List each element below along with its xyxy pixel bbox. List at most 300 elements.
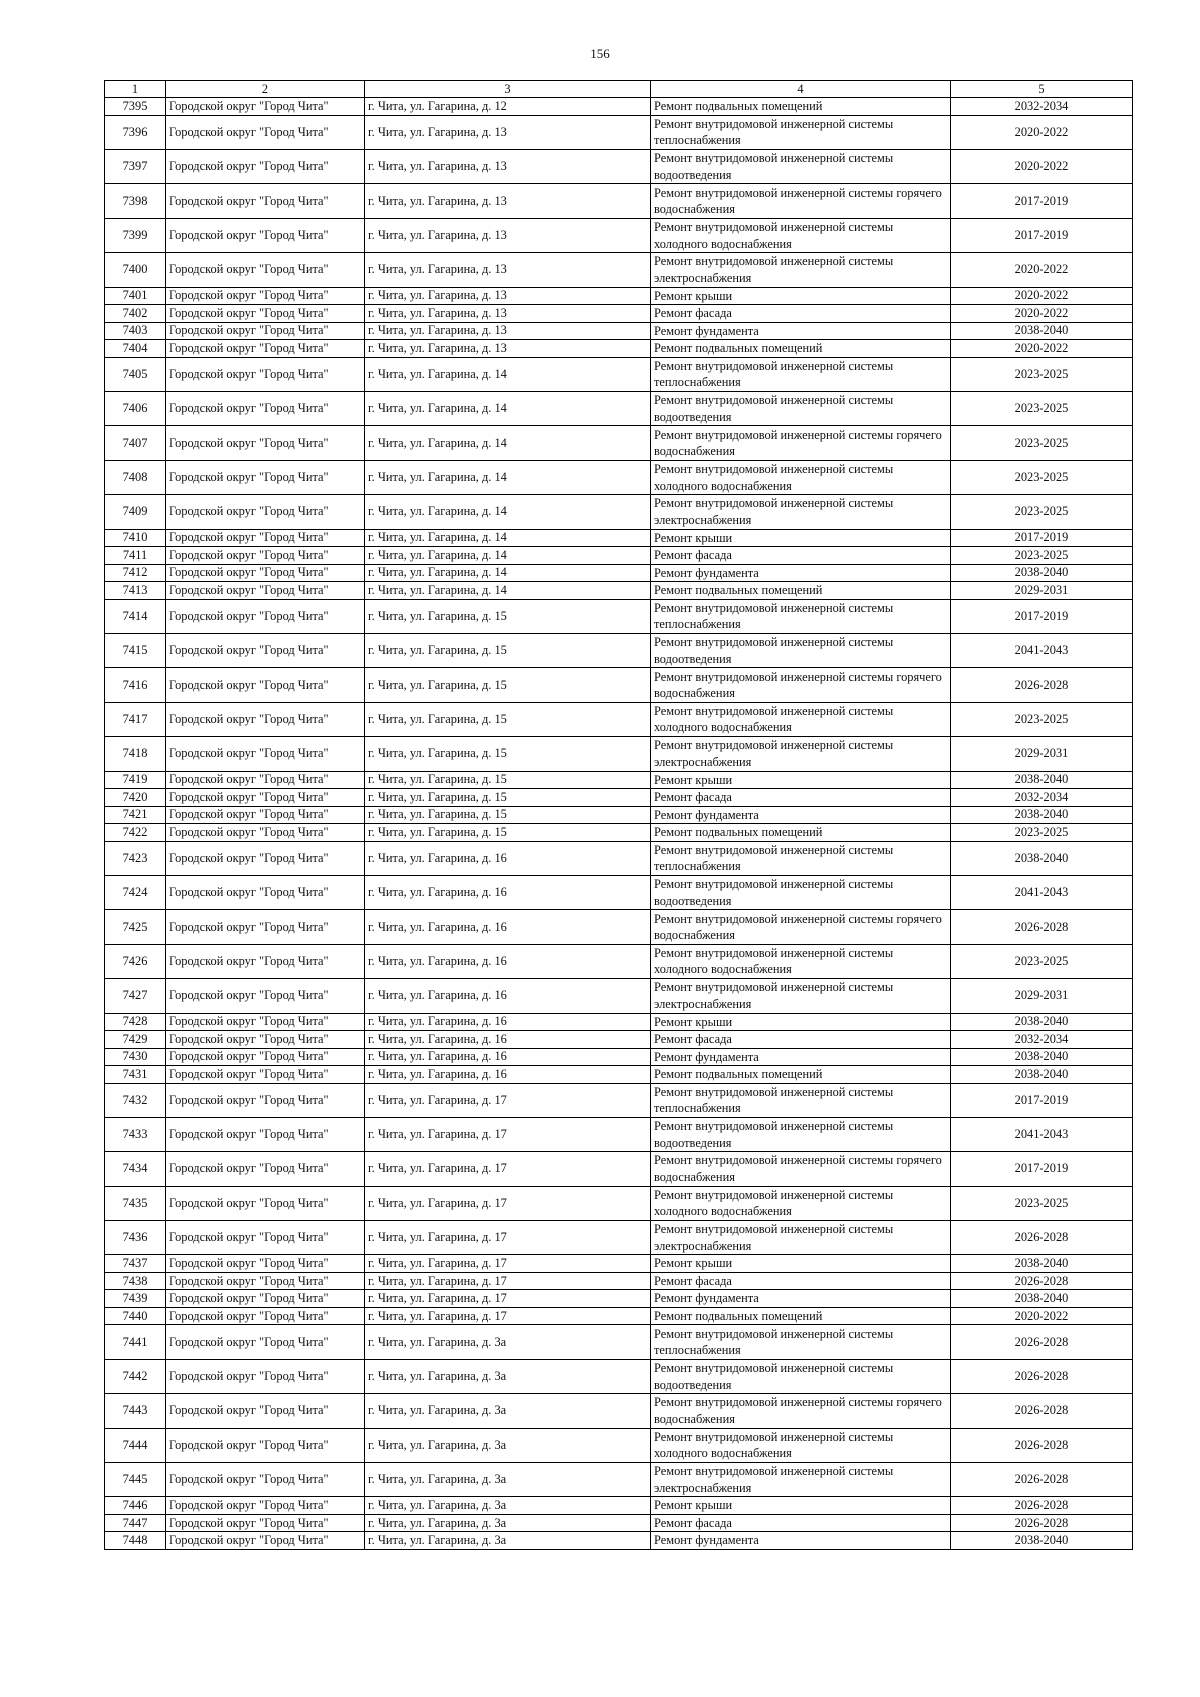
work-type-cell: Ремонт внутридомовой инженерной системы электроснабжения [651,979,951,1013]
work-type-cell: Ремонт подвальных помещений [651,98,951,116]
address-cell: г. Чита, ул. Гагарина, д. 15 [365,668,651,702]
address-cell: г. Чита, ул. Гагарина, д. 15 [365,771,651,789]
row-number-cell: 7431 [105,1066,166,1084]
address-cell: г. Чита, ул. Гагарина, д. 15 [365,737,651,771]
work-type-cell: Ремонт фасада [651,305,951,323]
work-type-cell: Ремонт подвальных помещений [651,582,951,600]
work-type-cell: Ремонт фасада [651,789,951,807]
period-cell: 2026-2028 [951,1514,1133,1532]
row-number-cell: 7424 [105,875,166,909]
period-cell: 2023-2025 [951,702,1133,736]
row-number-cell: 7419 [105,771,166,789]
row-number-cell: 7439 [105,1290,166,1308]
period-cell: 2023-2025 [951,944,1133,978]
municipality-cell: Городской округ "Город Чита" [166,875,365,909]
address-cell: г. Чита, ул. Гагарина, д. 16 [365,944,651,978]
period-cell: 2023-2025 [951,495,1133,529]
municipality-cell: Городской округ "Город Чита" [166,392,365,426]
address-cell: г. Чита, ул. Гагарина, д. 14 [365,529,651,547]
address-cell: г. Чита, ул. Гагарина, д. 17 [365,1272,651,1290]
municipality-cell: Городской округ "Город Чита" [166,1307,365,1325]
period-cell: 2038-2040 [951,806,1133,824]
period-cell: 2026-2028 [951,1497,1133,1515]
row-number-cell: 7405 [105,357,166,391]
column-header: 4 [651,81,951,98]
work-type-cell: Ремонт крыши [651,529,951,547]
municipality-cell: Городской округ "Город Чита" [166,1463,365,1497]
table-row [105,1307,1133,1325]
work-type-cell: Ремонт подвальных помещений [651,340,951,358]
table-row [105,875,1133,909]
row-number-cell: 7407 [105,426,166,460]
table-row [105,824,1133,842]
table-row [105,495,1133,529]
address-cell: г. Чита, ул. Гагарина, д. 17 [365,1307,651,1325]
municipality-cell: Городской округ "Город Чита" [166,1532,365,1550]
work-type-cell: Ремонт крыши [651,771,951,789]
municipality-cell: Городской округ "Город Чита" [166,1013,365,1031]
address-cell: г. Чита, ул. Гагарина, д. 16 [365,1066,651,1084]
table-row [105,1255,1133,1273]
row-number-cell: 7403 [105,322,166,340]
work-type-cell: Ремонт внутридомовой инженерной системы водоотведения [651,633,951,667]
address-cell: г. Чита, ул. Гагарина, д. 17 [365,1083,651,1117]
municipality-cell: Городской округ "Город Чита" [166,460,365,494]
table-row [105,841,1133,875]
address-cell: г. Чита, ул. Гагарина, д. 15 [365,702,651,736]
work-type-cell: Ремонт внутридомовой инженерной системы теплоснабжения [651,1325,951,1359]
address-cell: г. Чита, ул. Гагарина, д. 15 [365,633,651,667]
row-number-cell: 7409 [105,495,166,529]
municipality-cell: Городской округ "Город Чита" [166,1290,365,1308]
municipality-cell: Городской округ "Город Чита" [166,789,365,807]
period-cell: 2029-2031 [951,979,1133,1013]
address-cell: г. Чита, ул. Гагарина, д. 13 [365,150,651,184]
work-type-cell: Ремонт внутридомовой инженерной системы электроснабжения [651,1463,951,1497]
table-row [105,1117,1133,1151]
address-cell: г. Чита, ул. Гагарина, д. 14 [365,426,651,460]
table-row [105,1221,1133,1255]
row-number-cell: 7422 [105,824,166,842]
period-cell: 2020-2022 [951,340,1133,358]
work-type-cell: Ремонт внутридомовой инженерной системы теплоснабжения [651,115,951,149]
row-number-cell: 7441 [105,1325,166,1359]
work-type-cell: Ремонт крыши [651,1255,951,1273]
row-number-cell: 7412 [105,564,166,582]
municipality-cell: Городской округ "Город Чита" [166,1048,365,1066]
work-type-cell: Ремонт внутридомовой инженерной системы горячего водоснабжения [651,668,951,702]
municipality-cell: Городской округ "Город Чита" [166,1359,365,1393]
row-number-cell: 7423 [105,841,166,875]
period-cell: 2026-2028 [951,1272,1133,1290]
table-row [105,253,1133,287]
municipality-cell: Городской округ "Город Чита" [166,98,365,116]
table-row [105,1394,1133,1428]
table-row [105,305,1133,323]
row-number-cell: 7426 [105,944,166,978]
address-cell: г. Чита, ул. Гагарина, д. 14 [365,495,651,529]
row-number-cell: 7440 [105,1307,166,1325]
table-row [105,460,1133,494]
work-type-cell: Ремонт фасада [651,547,951,565]
header-row [105,81,1133,98]
municipality-cell: Городской округ "Город Чита" [166,547,365,565]
address-cell: г. Чита, ул. Гагарина, д. 14 [365,357,651,391]
row-number-cell: 7398 [105,184,166,218]
row-number-cell: 7401 [105,287,166,305]
table-row [105,944,1133,978]
table-row [105,357,1133,391]
work-type-cell: Ремонт крыши [651,287,951,305]
work-type-cell: Ремонт фундамента [651,1532,951,1550]
address-cell: г. Чита, ул. Гагарина, д. 13 [365,322,651,340]
address-cell: г. Чита, ул. Гагарина, д. 16 [365,979,651,1013]
address-cell: г. Чита, ул. Гагарина, д. 3а [365,1359,651,1393]
address-cell: г. Чита, ул. Гагарина, д. 3а [365,1463,651,1497]
row-number-cell: 7408 [105,460,166,494]
work-type-cell: Ремонт внутридомовой инженерной системы водоотведения [651,150,951,184]
period-cell: 2026-2028 [951,910,1133,944]
table-row [105,702,1133,736]
period-cell: 2038-2040 [951,1013,1133,1031]
address-cell: г. Чита, ул. Гагарина, д. 13 [365,340,651,358]
work-type-cell: Ремонт внутридомовой инженерной системы теплоснабжения [651,1083,951,1117]
address-cell: г. Чита, ул. Гагарина, д. 16 [365,1031,651,1049]
row-number-cell: 7430 [105,1048,166,1066]
work-type-cell: Ремонт фасада [651,1272,951,1290]
table-row [105,1463,1133,1497]
period-cell: 2020-2022 [951,115,1133,149]
row-number-cell: 7406 [105,392,166,426]
municipality-cell: Городской округ "Город Чита" [166,1428,365,1462]
municipality-cell: Городской округ "Город Чита" [166,1221,365,1255]
work-type-cell: Ремонт внутридомовой инженерной системы холодного водоснабжения [651,944,951,978]
row-number-cell: 7400 [105,253,166,287]
address-cell: г. Чита, ул. Гагарина, д. 15 [365,824,651,842]
work-type-cell: Ремонт внутридомовой инженерной системы электроснабжения [651,1221,951,1255]
address-cell: г. Чита, ул. Гагарина, д. 14 [365,392,651,426]
municipality-cell: Городской округ "Город Чита" [166,1083,365,1117]
page-number: 156 [590,46,610,61]
period-cell: 2020-2022 [951,150,1133,184]
row-number-cell: 7420 [105,789,166,807]
municipality-cell: Городской округ "Город Чита" [166,633,365,667]
address-cell: г. Чита, ул. Гагарина, д. 3а [365,1325,651,1359]
work-type-cell: Ремонт фундамента [651,1048,951,1066]
period-cell: 2038-2040 [951,1066,1133,1084]
table-row [105,668,1133,702]
address-cell: г. Чита, ул. Гагарина, д. 17 [365,1255,651,1273]
period-cell: 2026-2028 [951,1325,1133,1359]
municipality-cell: Городской округ "Город Чита" [166,564,365,582]
municipality-cell: Городской округ "Город Чита" [166,287,365,305]
address-cell: г. Чита, ул. Гагарина, д. 13 [365,115,651,149]
address-cell: г. Чита, ул. Гагарина, д. 17 [365,1186,651,1220]
period-cell: 2032-2034 [951,789,1133,807]
address-cell: г. Чита, ул. Гагарина, д. 3а [365,1497,651,1515]
municipality-cell: Городской округ "Город Чита" [166,150,365,184]
period-cell: 2038-2040 [951,771,1133,789]
row-number-cell: 7428 [105,1013,166,1031]
table-row [105,1428,1133,1462]
row-number-cell: 7397 [105,150,166,184]
period-cell: 2026-2028 [951,1463,1133,1497]
address-cell: г. Чита, ул. Гагарина, д. 14 [365,460,651,494]
work-type-cell: Ремонт внутридомовой инженерной системы холодного водоснабжения [651,702,951,736]
row-number-cell: 7414 [105,599,166,633]
work-type-cell: Ремонт внутридомовой инженерной системы электроснабжения [651,495,951,529]
work-type-cell: Ремонт внутридомовой инженерной системы горячего водоснабжения [651,184,951,218]
table-row [105,564,1133,582]
municipality-cell: Городской округ "Город Чита" [166,1152,365,1186]
table-row [105,529,1133,547]
municipality-cell: Городской округ "Город Чита" [166,1031,365,1049]
address-cell: г. Чита, ул. Гагарина, д. 14 [365,582,651,600]
row-number-cell: 7432 [105,1083,166,1117]
row-number-cell: 7442 [105,1359,166,1393]
period-cell: 2041-2043 [951,633,1133,667]
address-cell: г. Чита, ул. Гагарина, д. 17 [365,1290,651,1308]
period-cell: 2038-2040 [951,1290,1133,1308]
table-row [105,1272,1133,1290]
work-type-cell: Ремонт внутридомовой инженерной системы теплоснабжения [651,599,951,633]
period-cell: 2038-2040 [951,841,1133,875]
table-row [105,150,1133,184]
row-number-cell: 7415 [105,633,166,667]
address-cell: г. Чита, ул. Гагарина, д. 13 [365,253,651,287]
municipality-cell: Городской округ "Город Чита" [166,944,365,978]
municipality-cell: Городской округ "Город Чита" [166,806,365,824]
period-cell: 2017-2019 [951,218,1133,252]
work-type-cell: Ремонт фундамента [651,564,951,582]
table-row [105,1359,1133,1393]
municipality-cell: Городской округ "Город Чита" [166,426,365,460]
address-cell: г. Чита, ул. Гагарина, д. 13 [365,305,651,323]
municipality-cell: Городской округ "Город Чита" [166,115,365,149]
row-number-cell: 7413 [105,582,166,600]
period-cell: 2023-2025 [951,1186,1133,1220]
row-number-cell: 7425 [105,910,166,944]
table-row [105,1013,1133,1031]
table-row [105,426,1133,460]
row-number-cell: 7418 [105,737,166,771]
table-body [105,98,1133,1550]
municipality-cell: Городской округ "Город Чита" [166,737,365,771]
work-type-cell: Ремонт внутридомовой инженерной системы холодного водоснабжения [651,1428,951,1462]
work-type-cell: Ремонт внутридомовой инженерной системы горячего водоснабжения [651,426,951,460]
period-cell: 2041-2043 [951,1117,1133,1151]
address-cell: г. Чита, ул. Гагарина, д. 15 [365,599,651,633]
municipality-cell: Городской округ "Город Чита" [166,702,365,736]
address-cell: г. Чита, ул. Гагарина, д. 3а [365,1428,651,1462]
address-cell: г. Чита, ул. Гагарина, д. 3а [365,1394,651,1428]
column-header: 1 [105,81,166,98]
municipality-cell: Городской округ "Город Чита" [166,184,365,218]
work-type-cell: Ремонт внутридомовой инженерной системы водоотведения [651,1359,951,1393]
address-cell: г. Чита, ул. Гагарина, д. 17 [365,1117,651,1151]
table-row [105,582,1133,600]
municipality-cell: Городской округ "Город Чита" [166,305,365,323]
work-type-cell: Ремонт внутридомовой инженерной системы водоотведения [651,875,951,909]
row-number-cell: 7417 [105,702,166,736]
work-type-cell: Ремонт крыши [651,1013,951,1031]
row-number-cell: 7411 [105,547,166,565]
address-cell: г. Чита, ул. Гагарина, д. 17 [365,1152,651,1186]
address-cell: г. Чита, ул. Гагарина, д. 16 [365,910,651,944]
table-row [105,910,1133,944]
row-number-cell: 7429 [105,1031,166,1049]
address-cell: г. Чита, ул. Гагарина, д. 13 [365,218,651,252]
municipality-cell: Городской округ "Город Чита" [166,1497,365,1515]
work-type-cell: Ремонт внутридомовой инженерной системы теплоснабжения [651,357,951,391]
municipality-cell: Городской округ "Город Чита" [166,771,365,789]
period-cell: 2026-2028 [951,1394,1133,1428]
table-row [105,547,1133,565]
table-row [105,737,1133,771]
period-cell: 2038-2040 [951,564,1133,582]
period-cell: 2020-2022 [951,1307,1133,1325]
work-type-cell: Ремонт фасада [651,1514,951,1532]
period-cell: 2038-2040 [951,1048,1133,1066]
address-cell: г. Чита, ул. Гагарина, д. 3а [365,1532,651,1550]
table-row [105,98,1133,116]
table-row [105,1031,1133,1049]
table-row [105,1048,1133,1066]
work-type-cell: Ремонт внутридомовой инженерной системы холодного водоснабжения [651,1186,951,1220]
row-number-cell: 7446 [105,1497,166,1515]
row-number-cell: 7427 [105,979,166,1013]
period-cell: 2041-2043 [951,875,1133,909]
work-type-cell: Ремонт фундамента [651,1290,951,1308]
period-cell: 2017-2019 [951,529,1133,547]
period-cell: 2026-2028 [951,668,1133,702]
table-row [105,979,1133,1013]
table-row [105,1290,1133,1308]
row-number-cell: 7437 [105,1255,166,1273]
address-cell: г. Чита, ул. Гагарина, д. 16 [365,875,651,909]
municipality-cell: Городской округ "Город Чита" [166,979,365,1013]
work-type-cell: Ремонт внутридомовой инженерной системы водоотведения [651,1117,951,1151]
column-header: 3 [365,81,651,98]
municipality-cell: Городской округ "Город Чита" [166,495,365,529]
row-number-cell: 7433 [105,1117,166,1151]
table-row [105,392,1133,426]
table-row [105,322,1133,340]
period-cell: 2038-2040 [951,1255,1133,1273]
address-cell: г. Чита, ул. Гагарина, д. 14 [365,547,651,565]
address-cell: г. Чита, ул. Гагарина, д. 17 [365,1221,651,1255]
period-cell: 2023-2025 [951,392,1133,426]
period-cell: 2017-2019 [951,599,1133,633]
period-cell: 2020-2022 [951,253,1133,287]
municipality-cell: Городской округ "Город Чита" [166,218,365,252]
municipality-cell: Городской округ "Город Чита" [166,582,365,600]
period-cell: 2023-2025 [951,547,1133,565]
municipality-cell: Городской округ "Город Чита" [166,824,365,842]
row-number-cell: 7434 [105,1152,166,1186]
row-number-cell: 7435 [105,1186,166,1220]
period-cell: 2023-2025 [951,426,1133,460]
municipality-cell: Городской округ "Город Чита" [166,340,365,358]
row-number-cell: 7396 [105,115,166,149]
municipality-cell: Городской округ "Город Чита" [166,841,365,875]
table-row [105,806,1133,824]
municipality-cell: Городской округ "Город Чита" [166,1272,365,1290]
period-cell: 2023-2025 [951,460,1133,494]
municipality-cell: Городской округ "Город Чита" [166,910,365,944]
work-type-cell: Ремонт внутридомовой инженерной системы горячего водоснабжения [651,910,951,944]
table-row [105,789,1133,807]
address-cell: г. Чита, ул. Гагарина, д. 13 [365,184,651,218]
work-type-cell: Ремонт подвальных помещений [651,1066,951,1084]
work-type-cell: Ремонт внутридомовой инженерной системы водоотведения [651,392,951,426]
table-row [105,1186,1133,1220]
table-row [105,1532,1133,1550]
municipality-cell: Городской округ "Город Чита" [166,1514,365,1532]
municipality-cell: Городской округ "Город Чита" [166,1325,365,1359]
municipality-cell: Городской округ "Город Чита" [166,529,365,547]
column-header: 2 [166,81,365,98]
row-number-cell: 7402 [105,305,166,323]
work-type-cell: Ремонт крыши [651,1497,951,1515]
address-cell: г. Чита, ул. Гагарина, д. 13 [365,287,651,305]
period-cell: 2026-2028 [951,1359,1133,1393]
municipality-cell: Городской округ "Город Чита" [166,253,365,287]
period-cell: 2029-2031 [951,737,1133,771]
municipality-cell: Городской округ "Город Чита" [166,599,365,633]
table-row [105,218,1133,252]
address-cell: г. Чита, ул. Гагарина, д. 16 [365,1048,651,1066]
row-number-cell: 7436 [105,1221,166,1255]
table-row [105,287,1133,305]
period-cell: 2032-2034 [951,1031,1133,1049]
table-row [105,633,1133,667]
municipality-cell: Городской округ "Город Чита" [166,1394,365,1428]
period-cell: 2038-2040 [951,322,1133,340]
period-cell: 2023-2025 [951,357,1133,391]
municipality-cell: Городской округ "Город Чита" [166,1066,365,1084]
column-header: 5 [951,81,1133,98]
period-cell: 2023-2025 [951,824,1133,842]
work-type-cell: Ремонт внутридомовой инженерной системы горячего водоснабжения [651,1152,951,1186]
work-type-cell: Ремонт фасада [651,1031,951,1049]
row-number-cell: 7404 [105,340,166,358]
table-row [105,184,1133,218]
row-number-cell: 7445 [105,1463,166,1497]
row-number-cell: 7438 [105,1272,166,1290]
table-row [105,1152,1133,1186]
work-type-cell: Ремонт фундамента [651,806,951,824]
period-cell: 2038-2040 [951,1532,1133,1550]
address-cell: г. Чита, ул. Гагарина, д. 15 [365,789,651,807]
row-number-cell: 7399 [105,218,166,252]
period-cell: 2017-2019 [951,184,1133,218]
municipality-cell: Городской округ "Город Чита" [166,357,365,391]
work-schedule-table [104,80,1133,1550]
work-type-cell: Ремонт внутридомовой инженерной системы теплоснабжения [651,841,951,875]
row-number-cell: 7448 [105,1532,166,1550]
address-cell: г. Чита, ул. Гагарина, д. 15 [365,806,651,824]
row-number-cell: 7410 [105,529,166,547]
period-cell: 2017-2019 [951,1083,1133,1117]
row-number-cell: 7421 [105,806,166,824]
work-type-cell: Ремонт внутридомовой инженерной системы холодного водоснабжения [651,460,951,494]
municipality-cell: Городской округ "Город Чита" [166,1255,365,1273]
period-cell: 2032-2034 [951,98,1133,116]
municipality-cell: Городской округ "Город Чита" [166,668,365,702]
period-cell: 2026-2028 [951,1428,1133,1462]
address-cell: г. Чита, ул. Гагарина, д. 12 [365,98,651,116]
